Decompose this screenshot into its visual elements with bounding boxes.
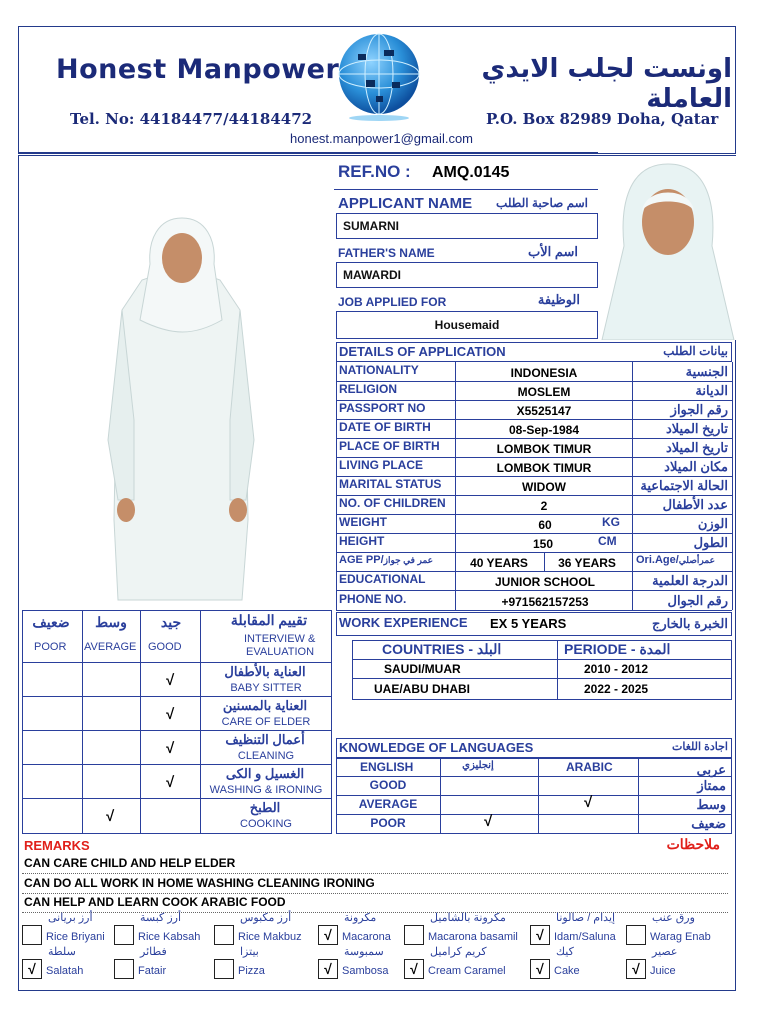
food-macarona-basamil-checkbox[interactable] (404, 925, 424, 945)
living-place-value: LOMBOK TIMUR (496, 461, 592, 475)
food-rice-kabsah-checkbox[interactable] (114, 925, 134, 945)
food-macarona: Macarona (342, 931, 391, 943)
age-label-ar: عمر في جواز (383, 555, 434, 565)
eval-cooking: COOKING (240, 818, 292, 830)
company-pobox: P.O. Box 82989 Doha, Qatar (486, 110, 719, 128)
height-value: 150 (532, 537, 554, 551)
marital-status-label-ar: الحالة الاجتماعية (640, 478, 728, 493)
religion-label-ar: الديانة (695, 383, 728, 398)
food-juice-checkbox[interactable]: √ (626, 959, 646, 979)
nationality-label: NATIONALITY (339, 363, 419, 377)
globe-logo (336, 30, 422, 122)
grid-line (538, 758, 539, 834)
eval-washing-ironing: WASHING & IRONING (209, 784, 323, 796)
food-cake-checkbox[interactable]: √ (530, 959, 550, 979)
lang-arabic-header-ar: عربى (696, 762, 726, 777)
eval-cleaning-good-check: √ (166, 740, 175, 757)
food-salatah: Salatah (46, 965, 84, 977)
grid-line (336, 362, 337, 610)
weight-label: WEIGHT (339, 515, 387, 529)
remark-line-1: CAN CARE CHILD AND HELP ELDER (24, 856, 236, 870)
eval-care-of-elder-good-check: √ (166, 706, 175, 723)
eval-poor-header: POOR (34, 641, 67, 653)
ref-no-label: REF.NO : (338, 162, 411, 181)
work-period-2: 2022 - 2025 (584, 682, 649, 696)
nationality-value: INDONESIA (510, 366, 578, 380)
job-applied-box (336, 311, 598, 339)
food-fatair-ar: فطائر (140, 946, 167, 958)
food-rice-briyani-ar: أرز بريانى (48, 912, 93, 924)
header-divider (18, 152, 598, 154)
lang-english-poor-check: √ (484, 813, 493, 830)
remarks-label-ar: ملاحظات (666, 836, 720, 852)
company-email: honest.manpower1@gmail.com (290, 131, 474, 146)
remark-line-3: CAN HELP AND LEARN COOK ARABIC FOOD (24, 895, 286, 909)
food-sambosa: Sambosa (342, 965, 389, 977)
eval-baby-sitter-good-check: √ (166, 672, 175, 689)
countries-header: COUNTRIES - البلد (382, 641, 502, 657)
age-label-en: AGE PP/ (339, 554, 384, 566)
date-of-birth-label: DATE OF BIRTH (339, 420, 431, 434)
grid-line (732, 362, 733, 610)
no-of-children-label: NO. OF CHILDREN (339, 496, 446, 510)
divider (336, 814, 732, 815)
food-macarona-checkbox[interactable]: √ (318, 925, 338, 945)
grid-line (455, 362, 456, 610)
food-warag-enab: Warag Enab (650, 931, 711, 943)
divider (22, 696, 332, 697)
divider (336, 795, 732, 796)
lang-english-header: ENGLISH (360, 760, 414, 774)
applicant-name-box (336, 213, 598, 239)
applicant-full-photo (22, 160, 332, 608)
lang-level-poor: POOR (370, 816, 406, 830)
age-label (339, 554, 433, 566)
grid-line (632, 362, 633, 610)
divider (336, 610, 732, 611)
details-title: DETAILS OF APPLICATION (339, 344, 506, 359)
food-rice-kabsah: Rice Kabsah (138, 931, 201, 943)
food-juice-ar: عصير (652, 946, 678, 958)
phone-value: +971562157253 (501, 595, 589, 609)
work-period-1: 2010 - 2012 (584, 662, 649, 676)
religion-value: MOSLEM (517, 385, 571, 399)
work-country-2: UAE/ABU DHABI (374, 682, 470, 696)
lang-english-header-ar: إنجليزي (462, 760, 494, 771)
food-rice-makbuz: Rice Makbuz (238, 931, 302, 943)
food-fatair: Fatair (138, 965, 167, 977)
divider (22, 873, 728, 874)
grid-line (200, 610, 201, 834)
marital-status-label: MARITAL STATUS (339, 477, 442, 491)
passport-no-label: PASSPORT NO (339, 401, 426, 415)
food-fatair-checkbox[interactable] (114, 959, 134, 979)
remark-line-2: CAN DO ALL WORK IN HOME WASHING CLEANING IRONING (24, 876, 375, 890)
food-idam-saluna-checkbox[interactable]: √ (530, 925, 550, 945)
food-macarona-basamil-ar: مكرونة بالشاميل (430, 912, 506, 924)
eval-baby-sitter: BABY SITTER (230, 682, 302, 694)
no-of-children-label-ar: عدد الأطفال (662, 497, 728, 512)
passport-no-label-ar: رقم الجواز (670, 402, 728, 417)
company-name-en: Honest Manpower (56, 54, 340, 85)
father-name-label-ar: اسم الأب (527, 244, 578, 259)
father-name-box (336, 262, 598, 288)
education-label-ar: الدرجة العلمية (652, 573, 728, 588)
place-of-birth-value: LOMBOK TIMUR (496, 442, 592, 456)
religion-label: RELIGION (339, 382, 398, 396)
details-title-ar: بيانات الطلب (663, 344, 728, 358)
food-idam-saluna-ar: إيدام / صالونا (556, 912, 616, 924)
father-name: MAWARDI (343, 268, 401, 282)
lang-level-average-ar: وسط (696, 797, 726, 812)
food-rice-kabsah-ar: أرز كبسة (140, 912, 182, 924)
eval-baby-sitter-ar: العناية بالأطفال (224, 664, 306, 679)
date-of-birth-value: 08-Sep-1984 (508, 423, 580, 437)
marital-status-value: WIDOW (522, 480, 566, 494)
food-sambosa-checkbox[interactable]: √ (318, 959, 338, 979)
father-name-label: FATHER'S NAME (338, 246, 435, 260)
work-experience-label-ar: الخبرة بالخارج (651, 616, 728, 631)
height-label-ar: الطول (693, 535, 728, 550)
eval-cleaning-ar: أعمال التنظيف (225, 732, 305, 747)
eval-good-header: GOOD (148, 641, 182, 653)
food-rice-briyani: Rice Briyani (46, 931, 105, 943)
eval-title-2: EVALUATION (246, 646, 315, 658)
food-sambosa-ar: سمبوسة (344, 946, 384, 958)
grid-line (140, 610, 141, 834)
divider (336, 590, 732, 591)
company-name-ar: اونست لجلب الايدي العاملة (481, 54, 732, 114)
eval-poor-ar: ضعيف (32, 614, 70, 630)
eval-washing-ironing-good-check: √ (166, 774, 175, 791)
food-pizza-checkbox[interactable] (214, 959, 234, 979)
food-cake-ar: كيك (556, 946, 574, 958)
job-applied-label: JOB APPLIED FOR (338, 295, 447, 309)
education-label: EDUCATIONAL (339, 572, 426, 586)
divider (336, 514, 732, 515)
food-cream-caramel: Cream Caramel (428, 965, 506, 977)
grid-line (440, 758, 441, 834)
food-warag-enab-ar: ورق عنب (652, 912, 695, 924)
applicant-name: SUMARNI (343, 219, 399, 233)
work-country-1: SAUDI/MUAR (384, 662, 461, 676)
remarks-label: REMARKS (24, 838, 90, 853)
place-of-birth-label-ar: تاريخ الميلاد (665, 440, 728, 455)
food-idam-saluna: Idam/Saluna (554, 931, 616, 943)
ori-age-label (636, 554, 715, 566)
grid-line (544, 552, 545, 571)
lang-arabic-header: ARABIC (566, 760, 613, 774)
living-place-label-ar: مكان الميلاد (664, 459, 728, 474)
divider (352, 659, 732, 660)
no-of-children-value: 2 (540, 499, 548, 513)
divider (352, 678, 732, 679)
place-of-birth-label: PLACE OF BIRTH (339, 439, 440, 453)
eval-care-of-elder-ar: العناية بالمسنين (222, 698, 308, 713)
food-pizza: Pizza (238, 965, 265, 977)
eval-cooking-ar: الطبخ (249, 800, 281, 815)
divider (22, 798, 332, 799)
divider (334, 189, 598, 190)
food-cake: Cake (554, 965, 580, 977)
food-warag-enab-checkbox[interactable] (626, 925, 646, 945)
food-pizza-ar: بيتزا (240, 946, 259, 958)
height-label: HEIGHT (339, 534, 385, 548)
divider (22, 764, 332, 765)
job-applied: Housemaid (434, 318, 500, 332)
lang-level-good: GOOD (369, 778, 407, 792)
weight-value: 60 (538, 518, 552, 532)
food-rice-makbuz-checkbox[interactable] (214, 925, 234, 945)
date-of-birth-label-ar: تاريخ الميلاد (665, 421, 728, 436)
eval-good-ar: جيد (160, 614, 182, 630)
divider (336, 552, 732, 553)
applicant-passport-photo (598, 156, 738, 340)
food-rice-makbuz-ar: أرز مكبوس (240, 912, 292, 924)
eval-cooking-average-check: √ (106, 808, 115, 825)
height-unit: CM (598, 534, 617, 548)
eval-care-of-elder: CARE OF ELDER (221, 716, 311, 728)
nationality-label-ar: الجنسية (685, 364, 728, 379)
divider (22, 662, 332, 663)
age-ori-value: 36 YEARS (558, 556, 616, 570)
period-header: PERIODE - المدة (564, 641, 671, 657)
applicant-name-label-ar: اسم صاحبة الطلب (496, 196, 588, 210)
ref-no-value: AMQ.0145 (432, 164, 510, 181)
languages-title-ar: اجادة اللغات (672, 741, 728, 753)
company-tel: Tel. No: 44184477/44184472 (70, 110, 313, 128)
lang-level-poor-ar: ضعيف (691, 816, 726, 831)
food-salatah-ar: سلطة (48, 946, 76, 958)
grid-line (82, 610, 83, 834)
eval-average-ar: وسط (95, 614, 127, 630)
job-applied-label-ar: الوظيفة (537, 292, 580, 307)
food-macarona-ar: مكرونة (344, 912, 377, 924)
passport-no-value: X5525147 (516, 404, 572, 418)
eval-title: INTERVIEW & (244, 633, 316, 645)
eval-washing-ironing-ar: الغسيل و الكى (225, 766, 305, 781)
weight-unit: KG (602, 515, 620, 529)
food-cream-caramel-ar: كريم كراميل (430, 946, 487, 958)
grid-line (638, 758, 639, 834)
eval-average-header: AVERAGE (84, 641, 137, 653)
ori-age-label-ar: عمرأصلي (678, 555, 715, 565)
work-experience-value: EX 5 YEARS (490, 616, 567, 631)
work-experience-label: WORK EXPERIENCE (339, 615, 468, 630)
age-pp-value: 40 YEARS (470, 556, 528, 570)
living-place-label: LIVING PLACE (339, 458, 424, 472)
divider (22, 893, 728, 894)
food-cream-caramel-checkbox[interactable]: √ (404, 959, 424, 979)
phone-label-ar: رقم الجوال (667, 593, 728, 608)
food-rice-briyani-checkbox[interactable] (22, 925, 42, 945)
food-macarona-basamil: Macarona basamil (428, 931, 518, 943)
divider (336, 533, 732, 534)
grid-line (557, 640, 558, 700)
weight-label-ar: الوزن (697, 516, 728, 531)
languages-title: KNOWLEDGE OF LANGUAGES (339, 740, 534, 755)
eval-cleaning: CLEANING (237, 750, 295, 762)
food-juice: Juice (650, 965, 676, 977)
divider (22, 730, 332, 731)
food-salatah-checkbox[interactable]: √ (22, 959, 42, 979)
lang-level-good-ar: ممتاز (697, 778, 726, 793)
lang-level-average: AVERAGE (358, 797, 418, 811)
ori-age-label-en: Ori.Age/ (636, 554, 679, 566)
applicant-name-label: APPLICANT NAME (338, 195, 473, 212)
education-value: JUNIOR SCHOOL (494, 575, 595, 589)
phone-label: PHONE NO. (339, 592, 407, 606)
eval-title-ar: تقييم المقابلة (230, 612, 308, 628)
lang-arabic-average-check: √ (584, 794, 593, 811)
